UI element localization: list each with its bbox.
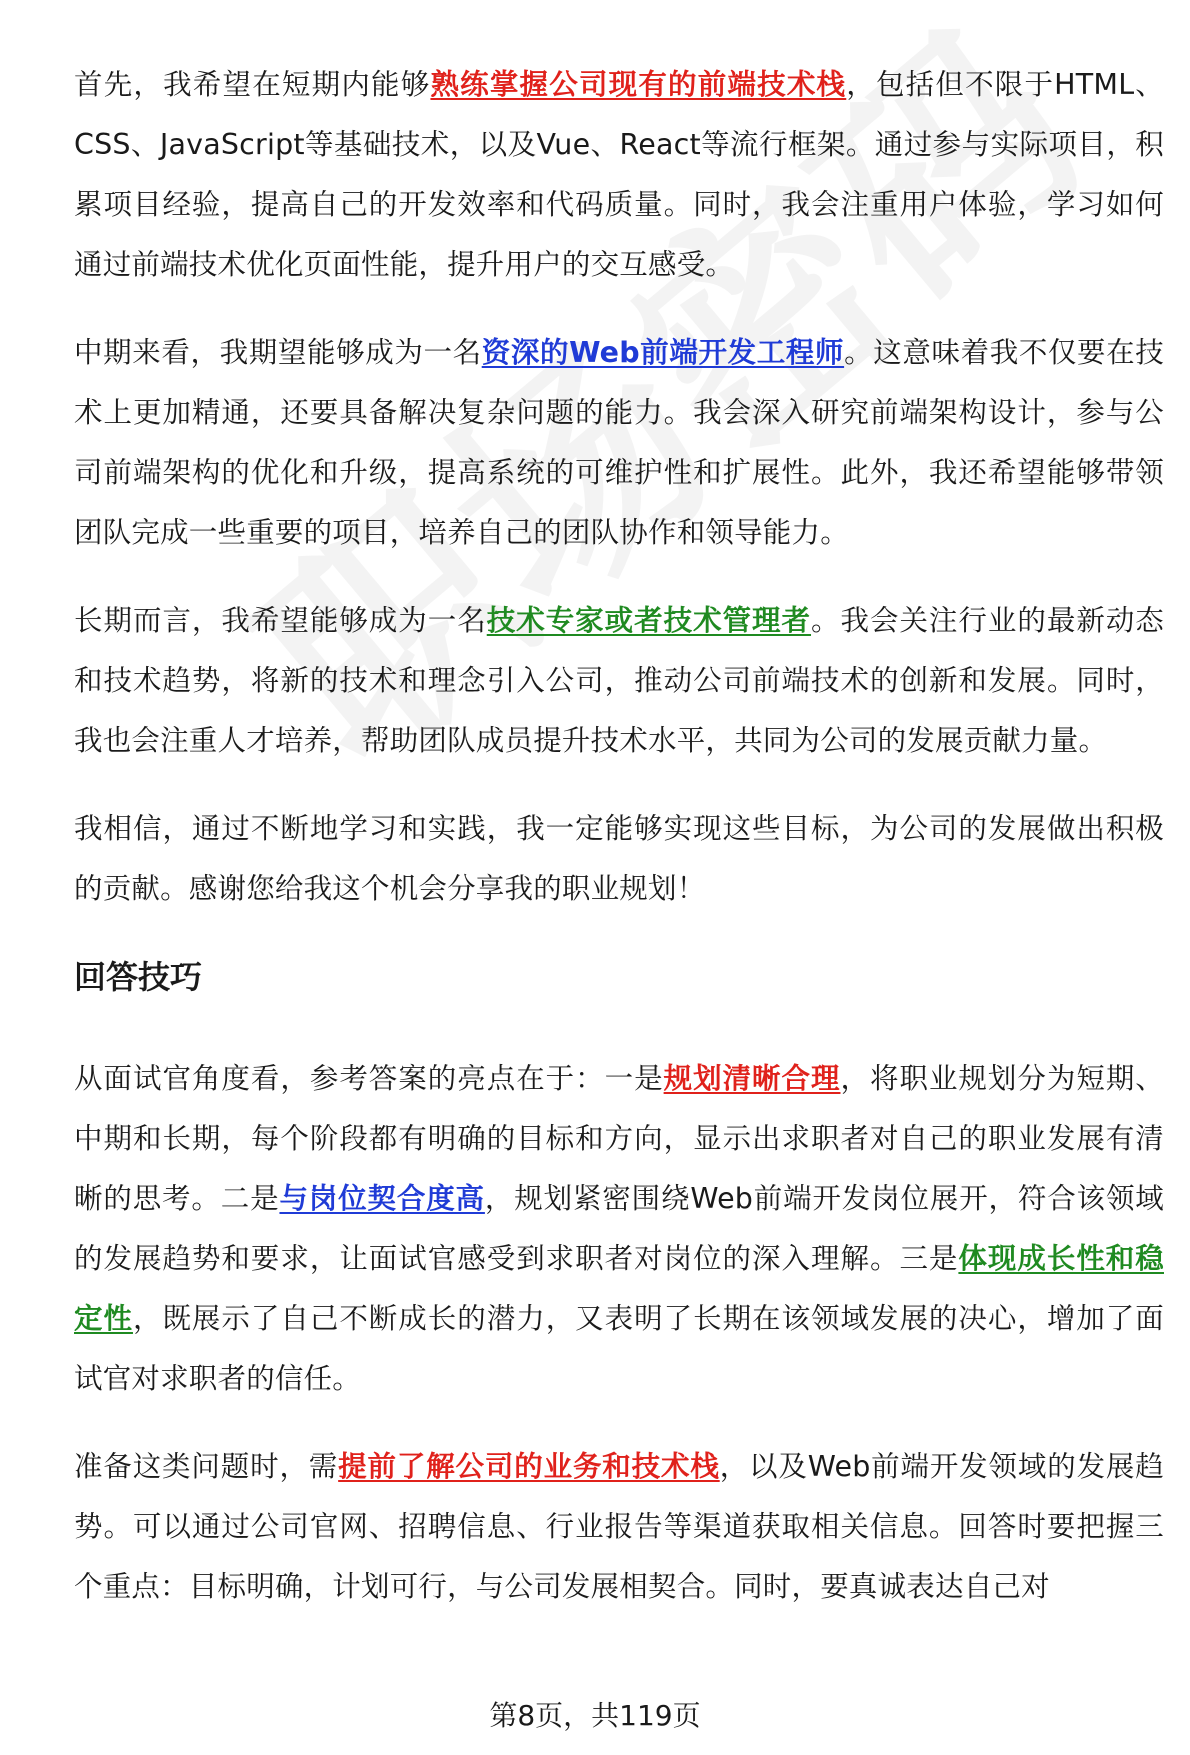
highlight-phrase: 技术专家或者技术管理者 xyxy=(486,604,812,637)
text-run: 。我会关注行业的最新动态和技术趋势，将新的技术和理念引入公司，推动公司前端技术的创新和发展。同时，我也会注重人才培养，帮助团队成员提升技术水平，共同为公司的发展贡献力量。 xyxy=(74,604,1164,757)
tips-section xyxy=(74,1049,1164,1617)
text-run: ，规划紧密围绕Web前端开发岗位展开，符合该领域的发展趋势和要求，让面试官感受到求职者对岗位的深入理解。三是 xyxy=(74,1182,1164,1275)
highlight-phrase: 与岗位契合度高 xyxy=(279,1182,485,1215)
text-run: 从面试官角度看，参考答案的亮点在于：一是 xyxy=(74,1062,664,1095)
page-content xyxy=(74,55,1164,1645)
text-run: 中期来看，我期望能够成为一名 xyxy=(74,336,482,369)
text-run: ，将职业规划分为短期、中期和长期，每个阶段都有明确的目标和方向，显示出求职者对自己的职业发展有清晰的思考。二是 xyxy=(74,1062,1165,1215)
text-run: ，既展示了自己不断成长的潜力，又表明了长期在该领域发展的决心，增加了面试官对求职者的信任。 xyxy=(74,1302,1164,1395)
text-run: ，以及Web前端开发领域的发展趋势。可以通过公司官网、招聘信息、行业报告等渠道获取相关信息。回答时要把握三个重点：目标明确，计划可行，与公司发展相契合。同时，要真诚表达自己对 xyxy=(74,1450,1164,1603)
text-run: 首先，我希望在短期内能够 xyxy=(74,68,431,101)
text-run: ，包括但不限于HTML、CSS、JavaScript等基础技术，以及Vue、React等流行框架。通过参与实际项目，积累项目经验，提高自己的开发效率和代码质量。同时，我会注重用户体验，学习如何通过前端技术优化页面性能，提升用户的交互感受。 xyxy=(74,68,1164,281)
section-title: 回答技巧 xyxy=(74,958,203,996)
highlight-phrase: 熟练掌握公司现有的前端技术栈 xyxy=(430,68,847,101)
answer-paragraph xyxy=(74,591,1164,771)
highlight-phrase: 体现成长性和稳定性 xyxy=(74,1242,1164,1335)
page-number: 第8页，共119页 xyxy=(489,1699,701,1732)
highlight-phrase: 提前了解公司的业务和技术栈 xyxy=(338,1450,720,1483)
text-run: 准备这类问题时，需 xyxy=(74,1450,339,1483)
text-run: 长期而言，我希望能够成为一名 xyxy=(74,604,487,637)
answer-section xyxy=(74,55,1164,919)
text-run: 。这意味着我不仅要在技术上更加精通，还要具备解决复杂问题的能力。我会深入研究前端架构设计，参与公司前端架构的优化和升级，提高系统的可维护性和扩展性。此外，我还希望能够带领团队完成一些重要的项目，培养自己的团队协作和领导能力。 xyxy=(74,336,1164,549)
answer-paragraph xyxy=(74,323,1164,563)
highlight-phrase: 规划清晰合理 xyxy=(663,1062,841,1095)
highlight-phrase: 资深的Web前端开发工程师 xyxy=(481,336,845,369)
tips-paragraph xyxy=(74,1049,1164,1409)
answer-paragraph xyxy=(74,55,1164,295)
tips-paragraph xyxy=(74,1437,1164,1617)
text-run: 我相信，通过不断地学习和实践，我一定能够实现这些目标，为公司的发展做出积极的贡献。感谢您给我这个机会分享我的职业规划！ xyxy=(74,812,1164,905)
answer-paragraph xyxy=(74,799,1164,919)
